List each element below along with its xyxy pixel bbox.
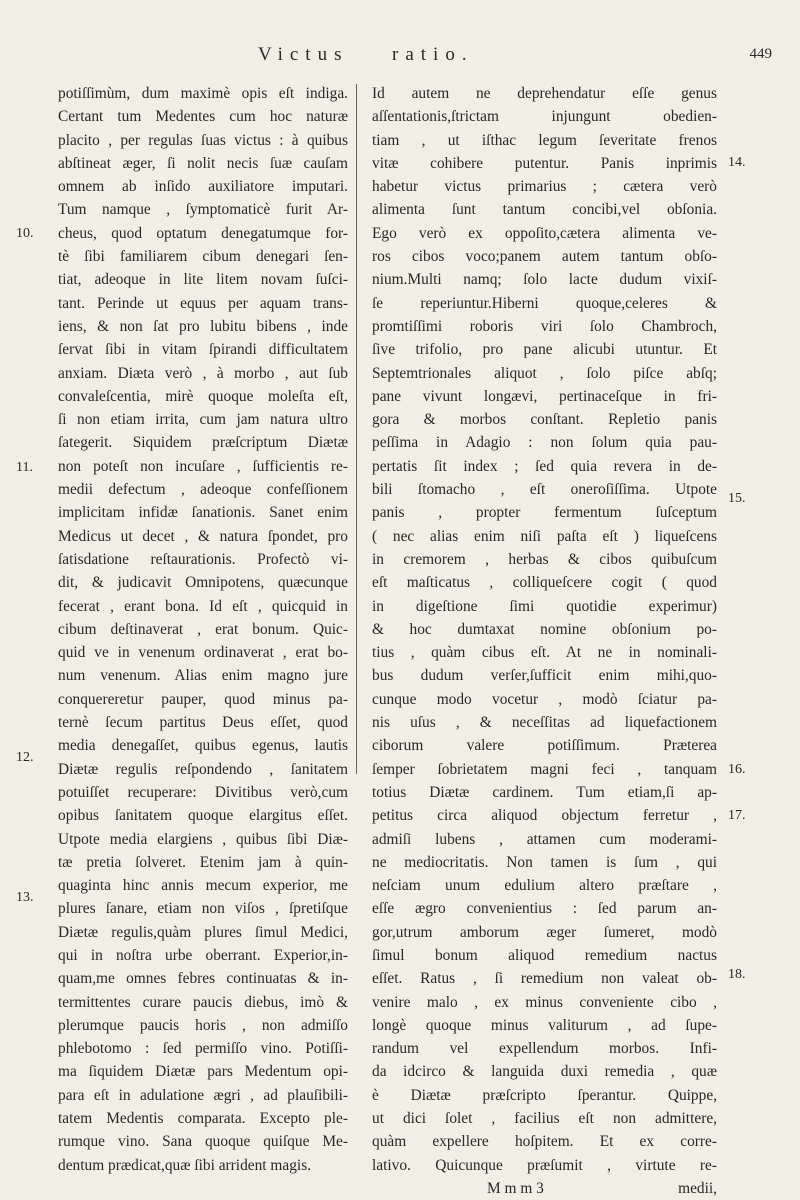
margin-number: 11. bbox=[16, 460, 33, 475]
text-line: ( nec alias enim niſi paſta eſt ) liqueſcens bbox=[372, 527, 717, 545]
text-line: ſategerit. Siquidem præſcriptum Diætæ bbox=[58, 434, 348, 452]
text-line: gora & morbos conſtant. Repletio panis bbox=[372, 411, 717, 429]
text-line: peſſima in Adagio : non ſolum quia pau- bbox=[372, 434, 717, 452]
text-line: tant. Perinde ut equus per aquam trans- bbox=[58, 294, 348, 312]
text-line: quid ve in venenum ordinaverat , erat bo- bbox=[58, 644, 348, 662]
text-line: panis , propter fermentum ſuſceptum bbox=[372, 504, 717, 522]
text-line: ſi non etiam irrita, cum jam natura ultro bbox=[58, 411, 348, 429]
text-line: Ego verò ex oppoſito,cætera alimenta ve- bbox=[372, 224, 717, 242]
text-line: Utpote media elargiens , quibus ſibi Diæ- bbox=[58, 830, 348, 848]
column-divider bbox=[356, 84, 357, 774]
text-line: ſemper ſobrietatem magni feci , tanquam bbox=[372, 760, 717, 778]
text-line: Diætæ regulis,quàm plures ſimul Medici, bbox=[58, 923, 348, 941]
margin-number: 15. bbox=[728, 491, 746, 506]
text-line: pane vivunt longævi, pertinaceſque in fri- bbox=[372, 387, 717, 405]
text-line: quàm expellere hoſpitem. Et ex corre- bbox=[372, 1133, 717, 1151]
text-line: potuiſſet recuperare: Divitibus verò,cum bbox=[58, 783, 348, 801]
text-line: termittentes curare paucis diebus, imò & bbox=[58, 993, 348, 1011]
text-line: tè ſibi familiarem cibum denegari ſen- bbox=[58, 248, 348, 266]
text-line: opibus ſanitatem quoque elargitus eſſet. bbox=[58, 807, 348, 825]
text-line: cibum deſtinaverat , erat bonum. Quic- bbox=[58, 620, 348, 638]
text-line: Septemtrionales aliquot , ſolo piſce abſq; bbox=[372, 364, 717, 382]
text-line: abſtineat æger, ſi nolit necis ſuæ cauſam bbox=[58, 154, 348, 172]
text-line: Certant tum Medentes cum hoc naturæ bbox=[58, 108, 348, 126]
text-line: totius Diætæ cardinem. Tum etiam,ſi ap- bbox=[372, 783, 717, 801]
page-number: 449 bbox=[749, 46, 772, 62]
text-line: omnem ab inſido auxiliatore imputari. bbox=[58, 178, 348, 196]
margin-number: 14. bbox=[728, 155, 746, 170]
text-line: Id autem ne deprehendatur eſſe genus bbox=[372, 85, 717, 102]
text-line: iens, & non ſat pro lubitu bibens , inde bbox=[58, 317, 348, 335]
text-line: non poteſt non incuſare , ſufficientis re- bbox=[58, 457, 348, 475]
text-line: placito , per regulas ſuas victus : à quibus bbox=[58, 131, 348, 149]
text-line: ſervat ſibi in vitam ſpirandi difficultatem bbox=[58, 341, 348, 359]
text-line: potiſſimùm, dum maximè opis eſt indiga. bbox=[58, 85, 348, 102]
text-line: eſſet. Ratus , ſi remedium non valeat ob- bbox=[372, 970, 717, 988]
text-line: ciborum valere potiſſimum. Præterea bbox=[372, 737, 717, 755]
text-line: alimenta ſunt tantum concibi,vel obſonia. bbox=[372, 201, 717, 219]
text-line: & hoc dumtaxat nomine obſonium po- bbox=[372, 620, 717, 638]
signature-mark: M m m 3 bbox=[487, 1179, 544, 1197]
text-line: ros cibos voco;panem autem tantum obſo- bbox=[372, 248, 717, 266]
margin-number: 13. bbox=[16, 890, 34, 905]
text-line: cheus, quod optatum denegatumque for- bbox=[58, 224, 348, 242]
text-line: in cremorem , herbas & cibos quibuſcum bbox=[372, 550, 717, 568]
text-line: fecerat , erant bona. Id eſt , quicquid in bbox=[58, 597, 348, 615]
text-line: longè quoque minus valiturum , ad ſupe- bbox=[372, 1016, 717, 1034]
text-line: da idcirco & languida duxi remedia , quæ bbox=[372, 1063, 717, 1081]
text-line: conquereretur pauper, quod minus pa- bbox=[58, 690, 348, 708]
text-line: tiat, adeoque in lite litem novam ſuſci- bbox=[58, 271, 348, 289]
text-line: tæ pretia ſolveret. Etenim jam à quin- bbox=[58, 853, 348, 871]
text-line: promtiſſimi roboris viri ſolo Chambroch, bbox=[372, 317, 717, 335]
text-line: num venenum. Alias enim magno jure bbox=[58, 667, 348, 685]
right-column bbox=[372, 82, 717, 1200]
text-line: phlebotomo : ſed permiſſo vino. Potiſſi- bbox=[58, 1040, 348, 1058]
margin-number: 18. bbox=[728, 967, 746, 982]
text-line: quaginta hinc annis mecum experior, me bbox=[58, 877, 348, 895]
text-line: ſatisdatione reſtaurationis. Profectò vi- bbox=[58, 550, 348, 568]
text-line: media denegaſſet, quibus egenus, lautis bbox=[58, 737, 348, 755]
text-line: Medicus ut decet , & natura ſpondet, pro bbox=[58, 527, 348, 545]
text-line: anxiam. Diæta verò , à morbo , aut ſub bbox=[58, 364, 348, 382]
text-line: ternè ſecum partitus Deus eſſet, quod bbox=[58, 714, 348, 732]
text-line: è Diætæ præſcripto ſperantur. Quippe, bbox=[372, 1086, 717, 1104]
text-line: randum vel expellendum morbos. Infi- bbox=[372, 1040, 717, 1058]
text-line: aſſentationis,ſtrictam injungunt obedien- bbox=[372, 108, 717, 126]
text-line: para eſt in adulatione ægri , ad plauſibili- bbox=[58, 1086, 348, 1104]
text-line: in digeſtione ſimi quotidie experimur) bbox=[372, 597, 717, 615]
text-line: ſimul bonum aliquod remedium nactus bbox=[372, 946, 717, 964]
text-line: vitæ cohibere putentur. Panis inprimis bbox=[372, 154, 717, 172]
text-line: quam,me omnes febres continuatas & in- bbox=[58, 970, 348, 988]
text-line: ut dici ſolet , facilius eſt non admittere, bbox=[372, 1110, 717, 1128]
text-line: qui in noſtra urbe oberrant. Experior,in- bbox=[58, 946, 348, 964]
text-line: nis uſus , & neceſſitas ad liquefactionem bbox=[372, 714, 717, 732]
text-line: gor,utrum amborum æger ſumeret, modò bbox=[372, 923, 717, 941]
text-line: eſſe ægro convenientius : ſed parum an- bbox=[372, 900, 717, 918]
text-line: Tum namque , ſymptomaticè furit Ar- bbox=[58, 201, 348, 219]
text-line: neſciam unum edulium altero præſtare , bbox=[372, 877, 717, 895]
text-line: plures ſanare, etiam non viſos , ſpretiſque bbox=[58, 900, 348, 918]
text-line: pertatis ſit index ; ſed quia revera in de- bbox=[372, 457, 717, 475]
text-line: habetur victus primarius ; cætera verò bbox=[372, 178, 717, 196]
text-line: tius , quàm cibus eſt. At ne in nominali- bbox=[372, 644, 717, 662]
text-line: eſt maſticatus , colliqueſcere cogit ( quod bbox=[372, 574, 717, 592]
text-line: dentum prædicat,quæ ſibi arrident magis. bbox=[58, 1156, 312, 1174]
text-line: bus dudum verſer,ſufficit enim mihi,quo- bbox=[372, 667, 717, 685]
page-footer-line bbox=[372, 1177, 717, 1200]
margin-number: 10. bbox=[16, 226, 34, 241]
text-line: medii defectum , adeoque confeſſionem bbox=[58, 481, 348, 499]
text-line: dit, & judicavit Omnipotens, quæcunque bbox=[58, 574, 348, 592]
text-line: lativo. Quicunque præſumit , virtute re- bbox=[372, 1156, 717, 1174]
text-line: convaleſcentia, mirè quoque moleſta eſt, bbox=[58, 387, 348, 405]
running-title-left: Victus bbox=[258, 44, 349, 65]
text-line: plerumque paucis horis , non admiſſo bbox=[58, 1016, 348, 1034]
text-line: ſe reperiuntur.Hiberni quoque,celeres & bbox=[372, 294, 717, 312]
text-line: Diætæ regulis reſpondendo , ſanitatem bbox=[58, 760, 348, 778]
text-line: petitus circa aliquod objectum ferretur , bbox=[372, 807, 717, 825]
running-header bbox=[72, 44, 772, 66]
catchword: medii, bbox=[678, 1179, 717, 1197]
text-line: implicitam infidæ ſanationis. Sanet enim bbox=[58, 504, 348, 522]
text-line: bili ſtomacho , eſt oneroſiſſima. Utpote bbox=[372, 481, 717, 499]
margin-number: 16. bbox=[728, 762, 746, 777]
text-line: rumque vino. Sana quoque quiſque Me- bbox=[58, 1133, 348, 1151]
text-line: ſive trifolio, pro pane alicubi utuntur. Et bbox=[372, 341, 717, 359]
text-line: cunque modo vocetur , modò ſciatur pa- bbox=[372, 690, 717, 708]
margin-number: 12. bbox=[16, 750, 34, 765]
text-line: nium.Multi namq; ſolo lacte dudum vixiſ- bbox=[372, 271, 717, 289]
text-line: admiſi lubens , attamen cum moderami- bbox=[372, 830, 717, 848]
running-title-right: ratio. bbox=[392, 44, 474, 65]
text-line: tatem Medentis comparata. Excepto ple- bbox=[58, 1110, 348, 1128]
text-line: ne mediocritatis. Non tamen is ſum , qui bbox=[372, 853, 717, 871]
text-line: tiam , ut iſthac legum ſeveritate frenos bbox=[372, 131, 717, 149]
text-line: ma ſiquidem Diætæ pars Medentum opi- bbox=[58, 1063, 348, 1081]
left-column bbox=[58, 82, 348, 1177]
margin-number: 17. bbox=[728, 808, 746, 823]
text-line: venire malo , ex minus conveniente cibo , bbox=[372, 993, 717, 1011]
